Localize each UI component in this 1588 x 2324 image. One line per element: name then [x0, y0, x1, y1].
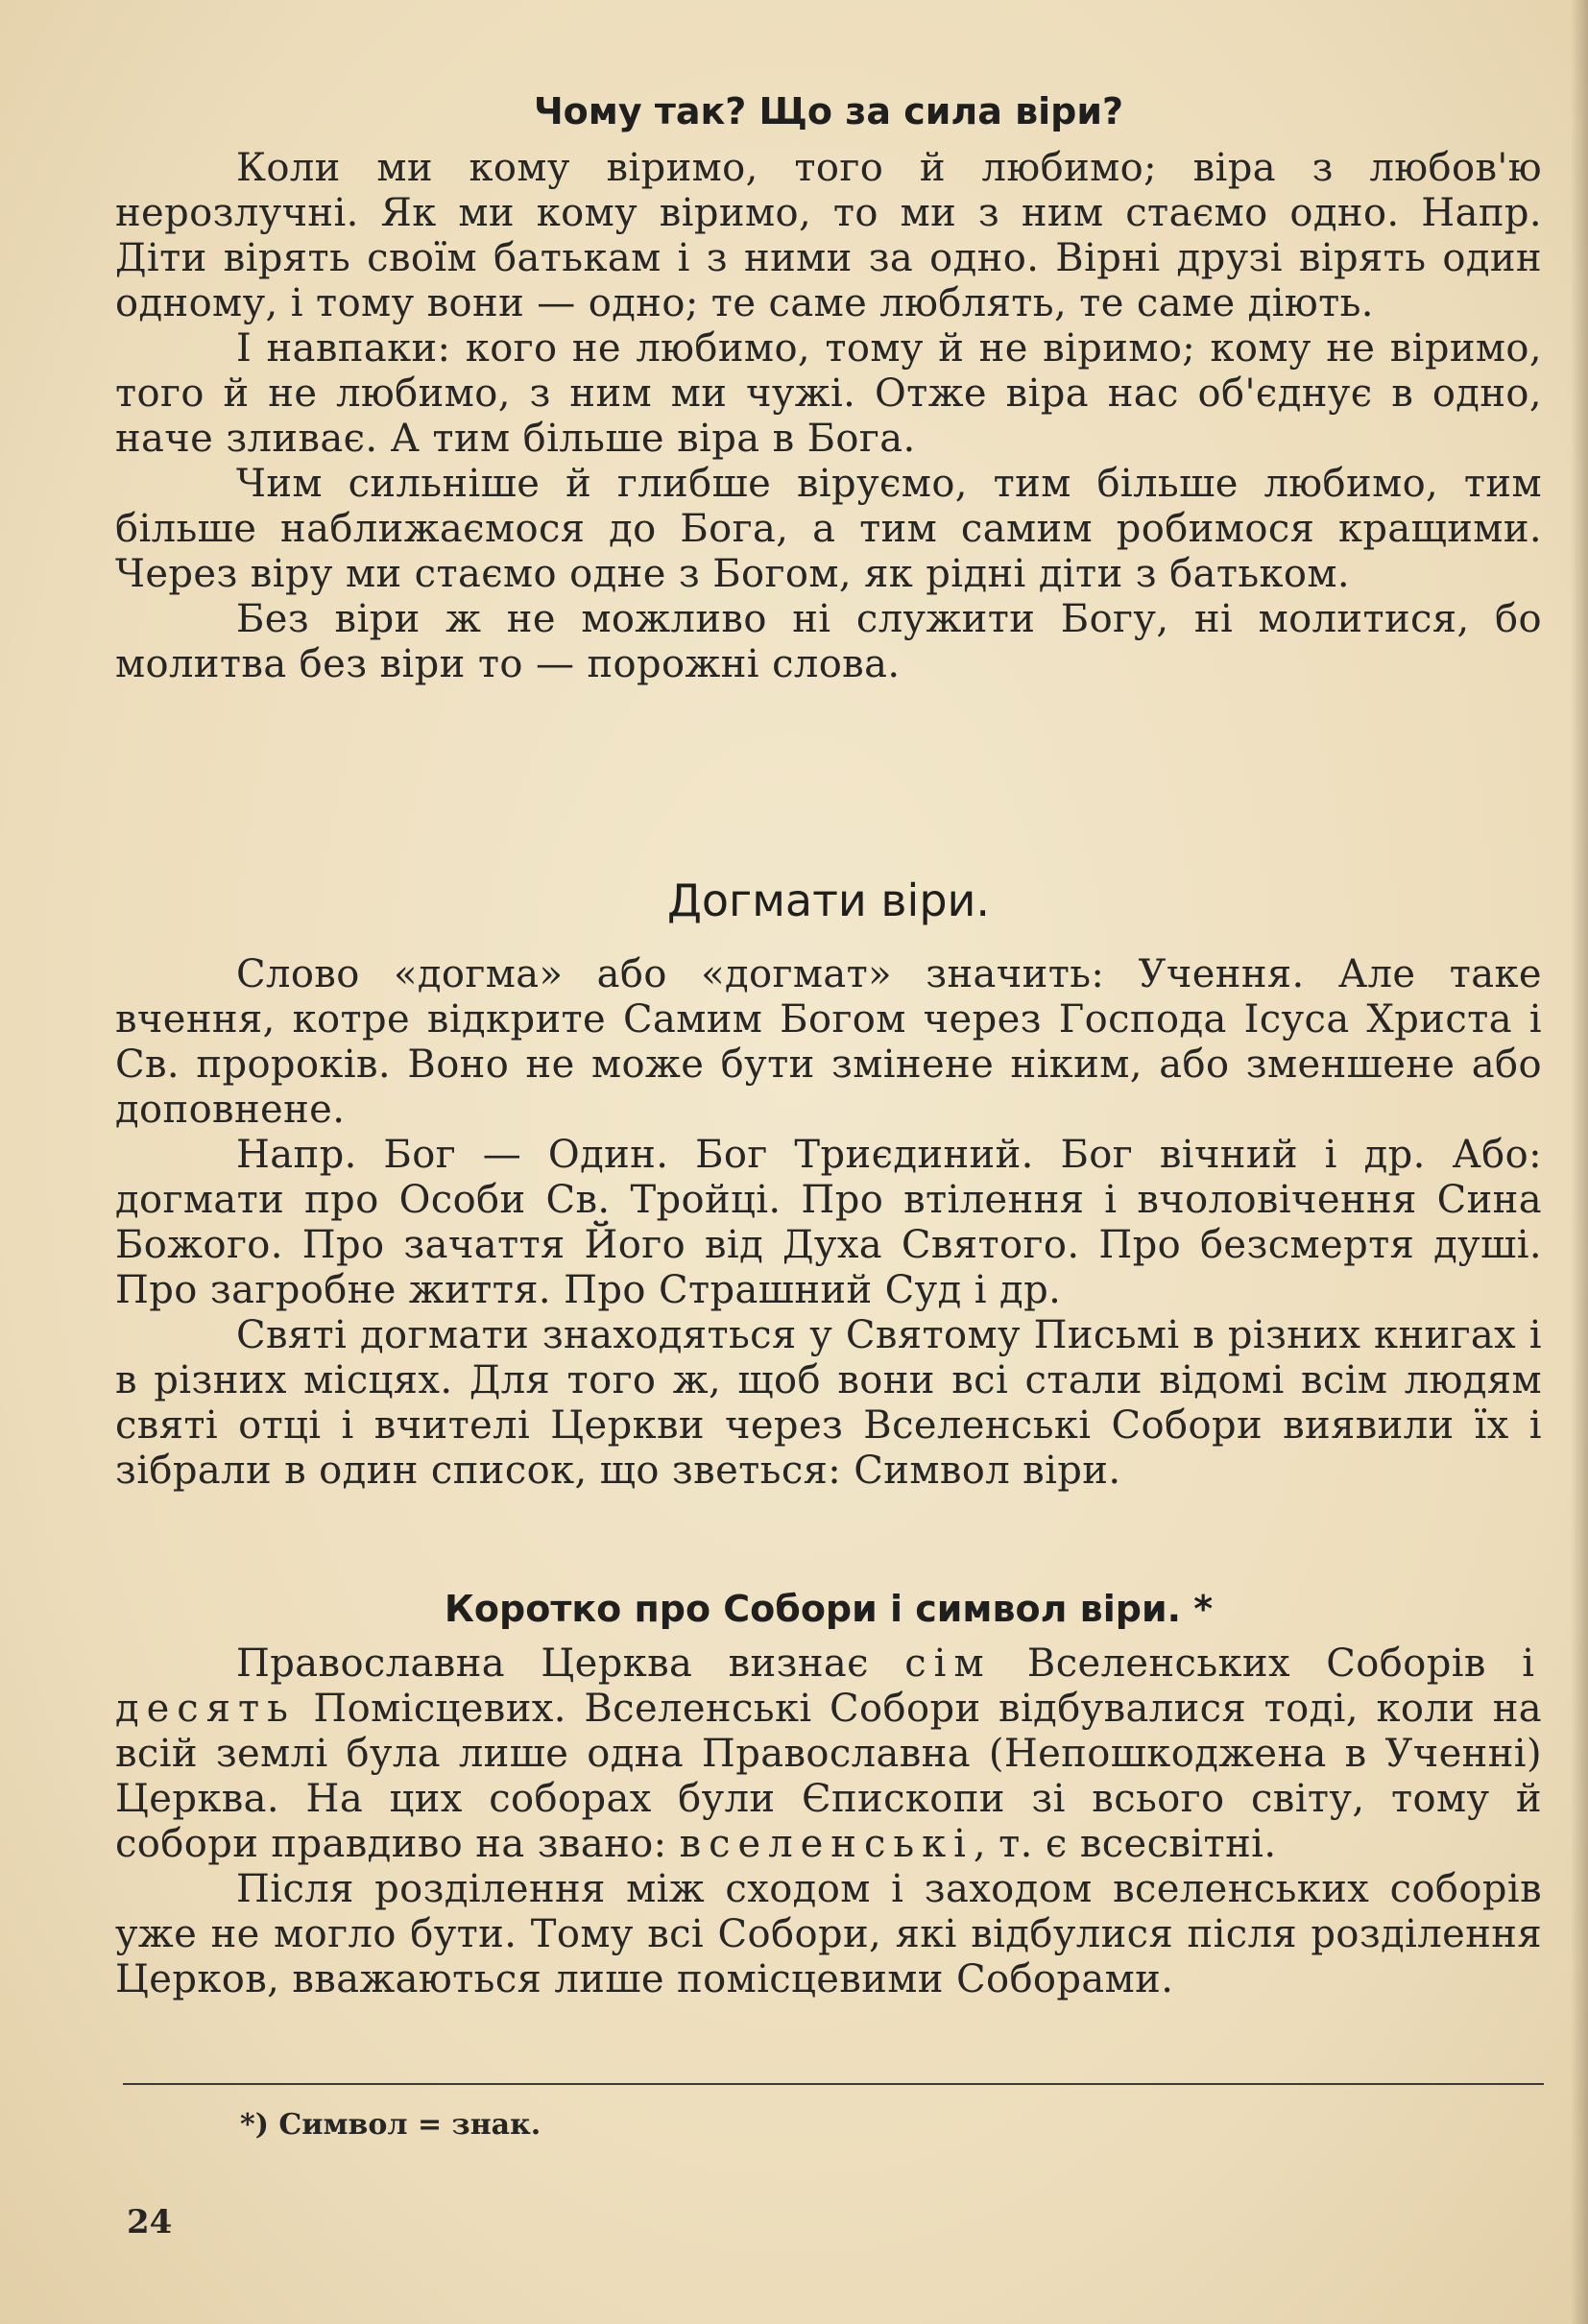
section-body [115, 952, 1542, 1494]
paragraph: І навпаки: кого не любимо, тому й не віримо; кому не віримо, того й не любимо, з ним ми чужі. Отже віра нас об'єднує в одно, наче зливає. А тим більше віра в Бога. [115, 326, 1542, 461]
section-title: Коротко про Собори і символ віри. * [444, 1588, 1214, 1630]
section-body [115, 1641, 1542, 2002]
section-dogmas [115, 874, 1542, 1494]
emphasis-spaced: і десять [115, 1641, 1542, 1731]
text-run: Помісцевих. Вселенські Собори відбувалися тоді, коли на всій землі була лише одна Православна (Непошкоджена в Ученні) Церква. На цих соборах були Єпископи зі всього світу, тому й собори правдиво на звано: [115, 1687, 1542, 1866]
section-councils [115, 1586, 1542, 2002]
page-edge-shadow [1571, 0, 1588, 2324]
text-run: , т. є всесвітні. [973, 1822, 1277, 1866]
paragraph [115, 1641, 1542, 1867]
paragraph: Чим сильніше й глибше віруємо, тим більше любимо, тим більше наближаємося до Бога, а тим самим робимося кращими. Через віру ми стаємо одне з Богом, як рідні діти з батьком. [115, 462, 1542, 596]
footnote-divider [123, 2083, 1544, 2085]
paragraph: Напр. Бог — Один. Бог Триєдиний. Бог вічний і др. Або: догмати про Особи Св. Тройці. Про втілення і вчоловічення Сина Божого. Про зачаття Його від Духа Святого. Про безсмертя душі. Про загробне життя. Про Страшний Суд і др. [115, 1133, 1542, 1312]
section-title: Догмати віри. [666, 874, 991, 926]
section-body [115, 146, 1542, 687]
paragraph: Слово «догма» або «догмат» значить: Учення. Але таке вчення, котре відкрите Самим Богом через Господа Ісуса Христа і Св. пророків. Воно не може бути змінене ніким, або зменшене або доповнене. [115, 952, 1542, 1132]
footnote: *) Символ = знак. [240, 2108, 541, 2142]
text-run: Православна Церква визнає [236, 1641, 905, 1686]
paragraph: Без віри ж не можливо ні служити Богу, ні молитися, бо молитва без віри то — порожні слова. [115, 597, 1542, 686]
page-number: 24 [127, 2203, 173, 2241]
paragraph: Святі догмати знаходяться у Святому Письмі в різних книгах і в різних місцях. Для того ж, щоб вони всі стали відомі всім людям святі отці і вчителі Церкви через Вселенські Собори виявили їх і зібрали в один список, що зветься: Символ віри. [115, 1313, 1542, 1493]
section-title: Чому так? Що за сила віри? [533, 90, 1124, 132]
paragraph: Коли ми кому віримо, того й любимо; віра з любов'ю нерозлучні. Як ми кому віримо, то ми з ним стаємо одно. Напр. Діти вірять своїм батькам і з ними за одно. Вірні друзі вірять один одному, і тому вони — одно; те саме люблять, те саме діють. [115, 146, 1542, 325]
paragraph: Після розділення між сходом і заходом вселенських соборів уже не могло бути. Тому всі Собори, які відбулися після розділення Церков, вважаються лише помісцевими Соборами. [115, 1867, 1542, 2001]
emphasis-spaced: сім [904, 1641, 992, 1686]
section-faith-power [115, 88, 1542, 687]
emphasis-spaced: вселенські [679, 1822, 974, 1866]
text-run: Вселенських Соборів [991, 1641, 1523, 1686]
